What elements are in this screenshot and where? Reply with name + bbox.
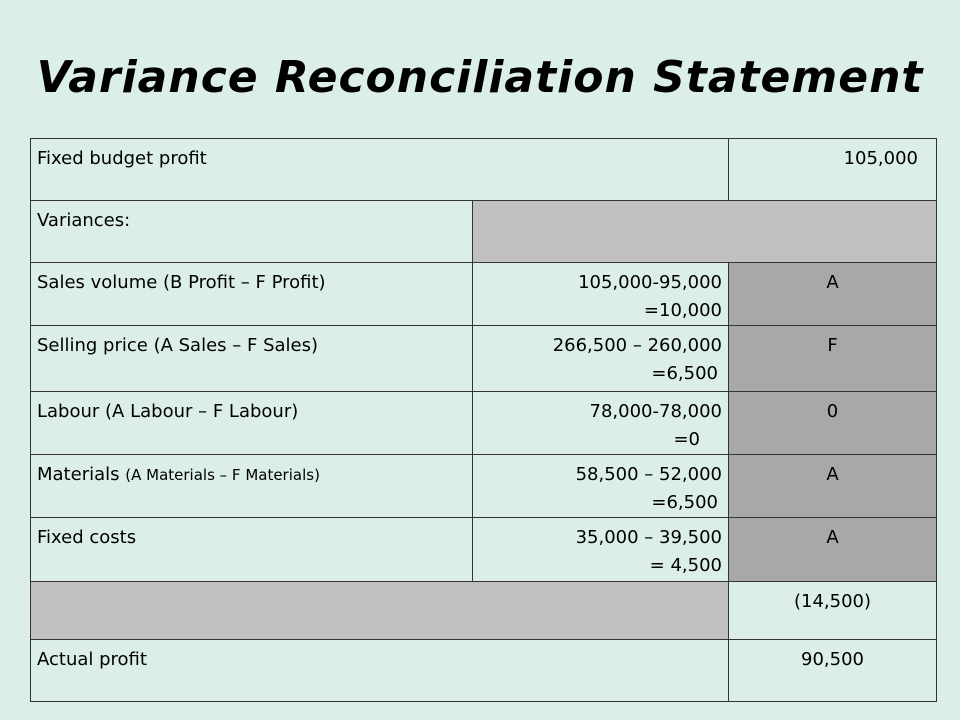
- selling-price-label: Selling price (A Sales – F Sales): [31, 326, 473, 392]
- fixed-costs-flag: A: [729, 518, 937, 582]
- labour-calc: [473, 392, 729, 455]
- table-row-selling-price: [31, 326, 937, 392]
- fixed-costs-label: Fixed costs: [31, 518, 473, 582]
- sales-volume-calc: [473, 263, 729, 326]
- fixed-budget-label: Fixed budget profit: [31, 139, 729, 201]
- fixed-costs-calc: [473, 518, 729, 582]
- selling-price-calc-expr: 266,500 – 260,000: [552, 335, 722, 356]
- actual-profit-label: Actual profit: [31, 640, 729, 702]
- sales-volume-calc-expr: 105,000-95,000: [578, 272, 722, 293]
- total-variance-shade: [31, 582, 729, 640]
- reconciliation-table: [30, 138, 937, 702]
- materials-label-main: Materials: [37, 464, 120, 485]
- materials-calc: [473, 455, 729, 518]
- labour-calc-result: =0: [673, 429, 700, 450]
- total-variance-value: (14,500): [729, 582, 937, 640]
- selling-price-calc-result: =6,500: [651, 363, 718, 384]
- selling-price-calc: [473, 326, 729, 392]
- table-row-actual-profit: [31, 640, 937, 702]
- selling-price-flag: F: [729, 326, 937, 392]
- actual-profit-value: 90,500: [729, 640, 937, 702]
- table-row-fixed-budget: [31, 139, 937, 201]
- labour-flag: 0: [729, 392, 937, 455]
- page-title: Variance Reconciliation Statement: [36, 52, 924, 103]
- labour-label: Labour (A Labour – F Labour): [31, 392, 473, 455]
- materials-label: [31, 455, 473, 518]
- table-row-materials: [31, 455, 937, 518]
- materials-calc-result: =6,500: [651, 492, 718, 513]
- materials-calc-expr: 58,500 – 52,000: [575, 464, 722, 485]
- table-row-fixed-costs: [31, 518, 937, 582]
- variances-header-shade: [473, 201, 937, 263]
- sales-volume-label: Sales volume (B Profit – F Profit): [31, 263, 473, 326]
- table-row-sales-volume: [31, 263, 937, 326]
- materials-flag: A: [729, 455, 937, 518]
- sales-volume-flag: A: [729, 263, 937, 326]
- table-row-total-variance: [31, 582, 937, 640]
- fixed-costs-calc-expr: 35,000 – 39,500: [575, 527, 722, 548]
- fixed-costs-calc-result: = 4,500: [649, 555, 722, 576]
- materials-label-sub: (A Materials – F Materials): [125, 466, 320, 484]
- table-row-labour: [31, 392, 937, 455]
- sales-volume-calc-result: =10,000: [643, 300, 722, 321]
- labour-calc-expr: 78,000-78,000: [589, 401, 722, 422]
- fixed-budget-value: 105,000: [729, 139, 937, 201]
- variances-header-label: Variances:: [31, 201, 473, 263]
- table-row-variances-header: [31, 201, 937, 263]
